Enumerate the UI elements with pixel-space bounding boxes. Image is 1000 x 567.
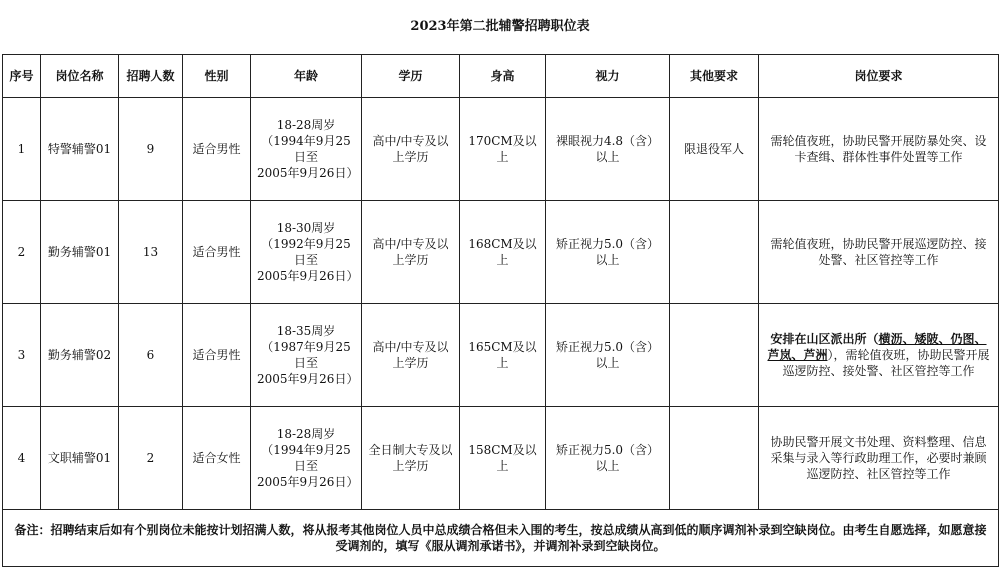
note-row [3, 510, 999, 567]
note-text: 备注：招聘结束后如有个别岗位未能按计划招满人数，将从报考其他岗位人员中总成绩合格但未入围的考生，按总成绩从高到低的顺序调剂补录到空缺岗位。由考生自愿选择，如愿意接受调剂的，填写《服从调剂承诺书》，并调剂补录到空缺岗位。 [3, 510, 999, 567]
education: 高中/中专及以上学历 [362, 201, 460, 304]
education: 高中/中专及以上学历 [362, 304, 460, 407]
row-number: 2 [3, 201, 41, 304]
post-name: 勤务辅警01 [41, 201, 119, 304]
header-cell: 岗位要求 [759, 55, 999, 98]
table-row [3, 304, 999, 407]
post-name: 勤务辅警02 [41, 304, 119, 407]
gender: 适合男性 [183, 201, 251, 304]
recruitment-table [2, 54, 999, 567]
vision: 矫正视力5.0（含）以上 [546, 201, 670, 304]
gender: 适合男性 [183, 304, 251, 407]
education: 全日制大专及以上学历 [362, 407, 460, 510]
table-row [3, 407, 999, 510]
post-requirements: 安排在山区派出所（横沥、矮陂、仍图、芦岚、芦洲），需轮值夜班，协助民警开展巡逻防控、接处警、社区管控等工作 [759, 304, 999, 407]
post-requirements: 需轮值夜班，协助民警开展巡逻防控、接处警、社区管控等工作 [759, 201, 999, 304]
age: 18-28周岁 （1994年9月25日至 2005年9月26日） [251, 407, 362, 510]
table-row [3, 201, 999, 304]
header-cell: 年龄 [251, 55, 362, 98]
hire-count: 9 [119, 98, 183, 201]
height: 158CM及以上 [460, 407, 546, 510]
height: 168CM及以上 [460, 201, 546, 304]
header-cell: 其他要求 [670, 55, 759, 98]
row-number: 4 [3, 407, 41, 510]
post-requirements: 需轮值夜班，协助民警开展防暴处突、设卡查缉、群体性事件处置等工作 [759, 98, 999, 201]
row-number: 3 [3, 304, 41, 407]
age: 18-28周岁 （1994年9月25日至 2005年9月26日） [251, 98, 362, 201]
hire-count: 13 [119, 201, 183, 304]
other-requirements [670, 201, 759, 304]
post-name: 特警辅警01 [41, 98, 119, 201]
other-requirements [670, 407, 759, 510]
header-cell: 视力 [546, 55, 670, 98]
post-name: 文职辅警01 [41, 407, 119, 510]
vision: 矫正视力5.0（含）以上 [546, 304, 670, 407]
hire-count: 2 [119, 407, 183, 510]
gender: 适合男性 [183, 98, 251, 201]
table-row [3, 98, 999, 201]
other-requirements: 限退役军人 [670, 98, 759, 201]
post-requirements: 协助民警开展文书处理、资料整理、信息采集与录入等行政助理工作，必要时兼顾巡逻防控、社区管控等工作 [759, 407, 999, 510]
hire-count: 6 [119, 304, 183, 407]
header-row [3, 55, 999, 98]
header-cell: 招聘人数 [119, 55, 183, 98]
age: 18-35周岁 （1987年9月25日至 2005年9月26日） [251, 304, 362, 407]
height: 165CM及以上 [460, 304, 546, 407]
other-requirements [670, 304, 759, 407]
gender: 适合女性 [183, 407, 251, 510]
header-cell: 性别 [183, 55, 251, 98]
table-title: 2023年第二批辅警招聘职位表 [410, 19, 590, 34]
header-cell: 学历 [362, 55, 460, 98]
age: 18-30周岁 （1992年9月25日至 2005年9月26日） [251, 201, 362, 304]
row-number: 1 [3, 98, 41, 201]
vision: 裸眼视力4.8（含）以上 [546, 98, 670, 201]
education: 高中/中专及以上学历 [362, 98, 460, 201]
vision: 矫正视力5.0（含）以上 [546, 407, 670, 510]
height: 170CM及以上 [460, 98, 546, 201]
header-cell: 岗位名称 [41, 55, 119, 98]
header-cell: 身高 [460, 55, 546, 98]
header-cell: 序号 [3, 55, 41, 98]
